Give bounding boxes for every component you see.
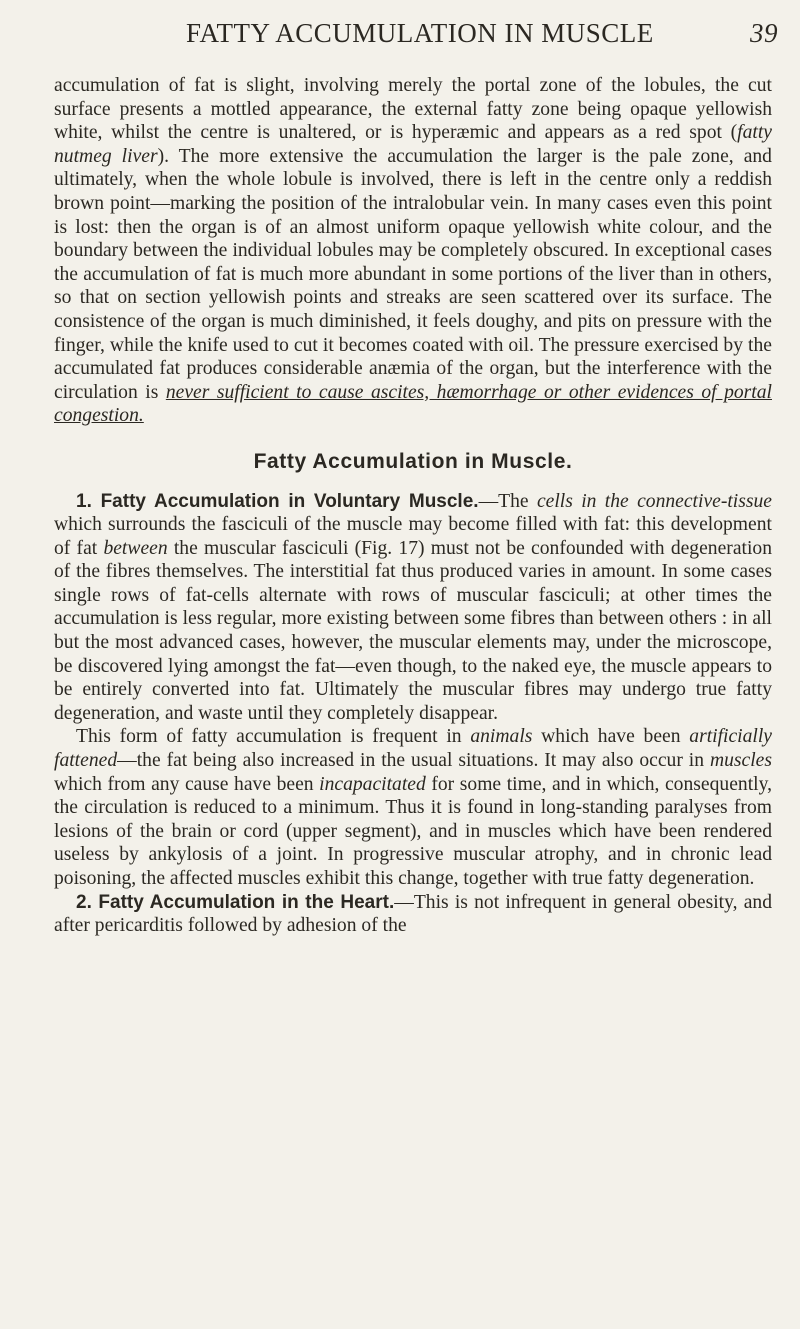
paragraph-voluntary-muscle (54, 490, 772, 726)
text-run: for some time, and in which, consequently, the circulation is reduced to a minimum. Thus it is found in long-standing paralyses from lesions of the brain or cord (upper segment), and in muscles which have been rendered useless by ankylosis of a joint. In progressive muscular atrophy, and in chronic lead poisoning, the affected muscles exhibit this change, together with true fatty degeneration. (54, 773, 772, 889)
running-head (0, 10, 800, 54)
text-run: —This is not infrequent in general obesity, and after pericarditis followed by adhesion of the (54, 891, 772, 937)
italic-term: muscles (709, 750, 772, 772)
page-number: 39 (750, 18, 778, 48)
italic-term: fatty nutmeg liver (54, 122, 772, 167)
text-run: the muscular fasciculi (Fig. 17) must not be confounded with degeneration of the fibres themselves. The interstitial fat thus produced varies in amount. In some cases single rows of fat-cells alternate with rows of muscular fasciculi; at other times the accumulation is less regular, more existing between some fibres than between others : in all but the most advanced cases, however, the muscular elements may, under the microscope, be discovered lying amongst the fat—even though, to the naked eye, the muscle appears to be entirely converted into fat. Ultimately the muscular fibres may undergo true fatty degeneration, and waste until they completely disappear. (54, 537, 772, 724)
text-run: which have been (532, 726, 690, 748)
text-run: accumulation of fat is slight, involving merely the portal zone of the lobules, the cut surface presents a mottled appearance, the external fatty zone being opaque yellowish white, whilst the centre is unaltered, or is hyperæmic and appears as a red spot ( (54, 75, 772, 144)
text-run: ). The more extensive the accumulation the larger is the pale zone, and ultimately, when the whole lobule is involved, there is left in the centre only a reddish brown point—marking the position of the intralobular vein. In many cases even this point is lost: then the organ is of an almost uniform opaque yellowish white colour, and the boundary between the individual lobules may be completely obscured. In exceptional cases the accumulation of fat is much more abundant in some portions of the liver than in others, so that on section yellowish points and streaks are seen scattered over its surface. The consistence of the organ is much diminished, it feels doughy, and pits on pressure with the finger, while the knife used to cut it becomes coated with oil. The pressure exercised by the accumulated fat produces considerable anæmia of the organ, but the interference with the circulation is (54, 145, 772, 403)
italic-term: incapacitated (319, 773, 426, 795)
italic-term: artificially fattened (54, 726, 772, 772)
text-run: —The (478, 490, 537, 512)
subsection-heading: 1. Fatty Accumulation in Voluntary Muscle. (76, 490, 479, 512)
text-run: which surrounds the fasciculi of the muscle may become filled with fat: this development of fat (54, 514, 772, 559)
subsection-heading: 2. Fatty Accumulation in the Heart. (76, 891, 395, 913)
paragraph-liver-appearance (54, 74, 772, 428)
text-run: which from any cause have been (54, 773, 320, 795)
running-head-title: FATTY ACCUMULATION IN MUSCLE (186, 18, 654, 48)
paragraph-heart (54, 891, 772, 938)
italic-term: cells in the connective-tissue (536, 490, 772, 512)
text-run: —the fat being also increased in the usual situations. It may also occur in (117, 750, 710, 772)
paragraph-fatty-accumulation-occurrence (54, 725, 772, 890)
section-heading: Fatty Accumulation in Muscle. (253, 449, 573, 473)
text-run: This form of fatty accumulation is frequent in (76, 726, 471, 748)
italic-term: animals (470, 726, 533, 748)
underlined-phrase: never sufficient to cause ascites, hæmorrhage or other evidences of portal congestion. (54, 381, 772, 427)
italic-term: between (103, 537, 168, 559)
body-text (54, 74, 772, 938)
